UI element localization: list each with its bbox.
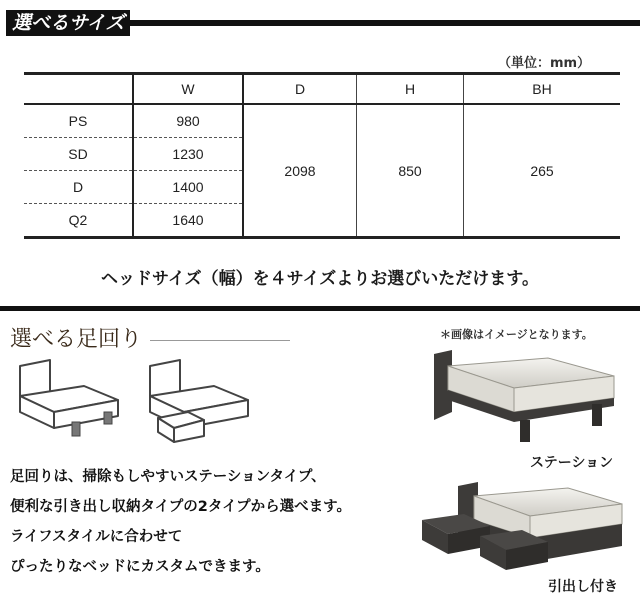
- title-underline: [150, 340, 290, 341]
- depth-value: 2098: [243, 104, 357, 238]
- size-width: 1640: [133, 204, 243, 238]
- size-name: Q2: [24, 204, 133, 238]
- size-width: 980: [133, 104, 243, 138]
- description-line: 足回りは、掃除もしやすいステーションタイプ、: [10, 469, 326, 485]
- image-note: ＊画像はイメージとなります。: [440, 328, 593, 341]
- drawer-caption: 引出し付き: [548, 579, 618, 595]
- size-width: 1400: [133, 171, 243, 204]
- station-bed-illustration: [14, 356, 126, 444]
- size-name: SD: [24, 138, 133, 171]
- size-name: PS: [24, 104, 133, 138]
- size-table: [24, 72, 620, 239]
- header-w: W: [133, 74, 243, 105]
- station-caption: ステーション: [530, 455, 614, 471]
- drawer-bed-photo: [418, 480, 628, 576]
- header-h: H: [357, 74, 464, 105]
- station-bed-photo: [428, 346, 624, 450]
- size-name: D: [24, 171, 133, 204]
- header-d: D: [243, 74, 357, 105]
- leg-description: [10, 462, 351, 582]
- description-line: ぴったりなベッドにカスタムできます。: [10, 559, 270, 575]
- head-size-note: ヘッドサイズ（幅）を４サイズよりお選びいただけます。: [101, 269, 539, 289]
- bed-height-value: 265: [464, 104, 621, 238]
- header-name: [24, 74, 133, 105]
- header-rule: [130, 20, 640, 26]
- section-divider: [0, 306, 640, 311]
- description-line: 便利な引き出し収納タイプの2タイプから選べます。: [10, 499, 351, 515]
- size-width: 1230: [133, 138, 243, 171]
- leg-section-title: 選べる足回り: [10, 327, 143, 352]
- unit-note: （単位：mm）: [498, 56, 591, 71]
- header-bh: BH: [464, 74, 621, 105]
- table-header-row: [24, 74, 620, 105]
- description-line: ライフスタイルに合わせて: [10, 529, 183, 545]
- table-row: [24, 104, 620, 138]
- drawer-bed-illustration: [144, 356, 256, 444]
- size-section-title: 選べるサイズ: [6, 10, 130, 36]
- leg-section-header: [10, 322, 290, 353]
- height-value: 850: [357, 104, 464, 238]
